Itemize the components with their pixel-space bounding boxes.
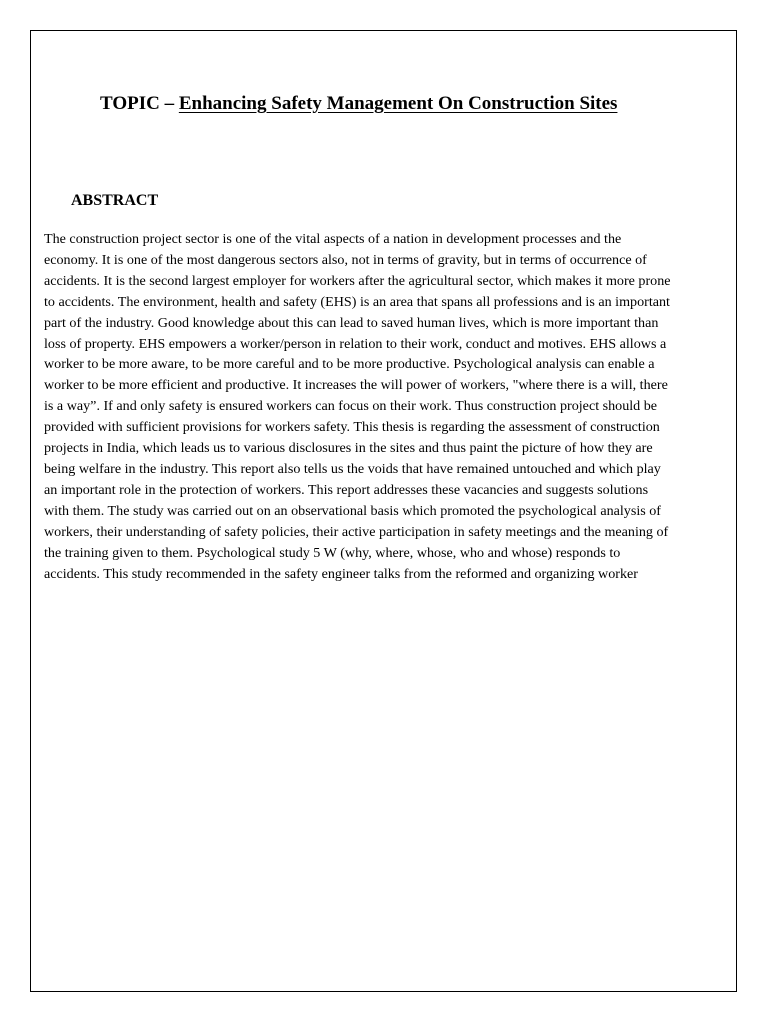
abstract-line: worker to be more aware, to be more careful and to be more productive. Psychological analysis can enable a bbox=[44, 356, 655, 373]
abstract-line: to accidents. The environment, health and safety (EHS) is an area that spans all professions and is an important bbox=[44, 293, 670, 310]
abstract-line: workers, their understanding of safety policies, their active participation in safety meetings and the meaning of bbox=[44, 523, 669, 540]
abstract-line: is a way”. If and only safety is ensured workers can focus on their work. Thus construction project should be bbox=[44, 398, 658, 415]
abstract-line: accidents. This study recommended in the safety engineer talks from the reformed and organizing worker bbox=[44, 565, 638, 582]
abstract-line: provided with sufficient provisions for workers safety. This thesis is regarding the assessment of construction bbox=[44, 419, 660, 436]
abstract-line: economy. It is one of the most dangerous sectors also, not in terms of gravity, but in terms of occurrence of bbox=[44, 251, 647, 268]
abstract-line: The construction project sector is one of the vital aspects of a nation in development processes and the bbox=[44, 231, 622, 247]
abstract-line: worker to be more efficient and productive. It increases the will power of workers, "where there is a will, there bbox=[44, 377, 668, 394]
abstract-line: part of the industry. Good knowledge about this can lead to saved human lives, which is more important than bbox=[44, 314, 659, 331]
topic-title: Enhancing Safety Management On Construction Sites bbox=[178, 93, 618, 114]
topic-prefix: TOPIC – bbox=[100, 93, 175, 114]
abstract-body bbox=[44, 229, 720, 584]
abstract-line: accidents. It is the second largest employer for workers after the agricultural sector, which makes it more prone bbox=[44, 272, 671, 289]
abstract-line: projects in India, which leads us to various disclosures in the sites and thus paint the picture of how they are bbox=[44, 440, 653, 457]
abstract-line: loss of property. EHS empowers a worker/person in relation to their work, conduct and motives. EHS allows a bbox=[44, 335, 667, 352]
page-title bbox=[100, 93, 720, 115]
abstract-line: the training given to them. Psychological study 5 W (why, where, whose, who and whose) responds to bbox=[44, 544, 621, 561]
abstract-line: with them. The study was carried out on an observational basis which promoted the psychological analysis of bbox=[44, 502, 661, 519]
abstract-line: an important role in the protection of workers. This report addresses these vacancies and suggests solutions bbox=[44, 481, 649, 498]
abstract-heading: ABSTRACT bbox=[71, 192, 159, 209]
abstract-line: being welfare in the industry. This report also tells us the voids that have remained untouched and which play bbox=[44, 460, 661, 477]
